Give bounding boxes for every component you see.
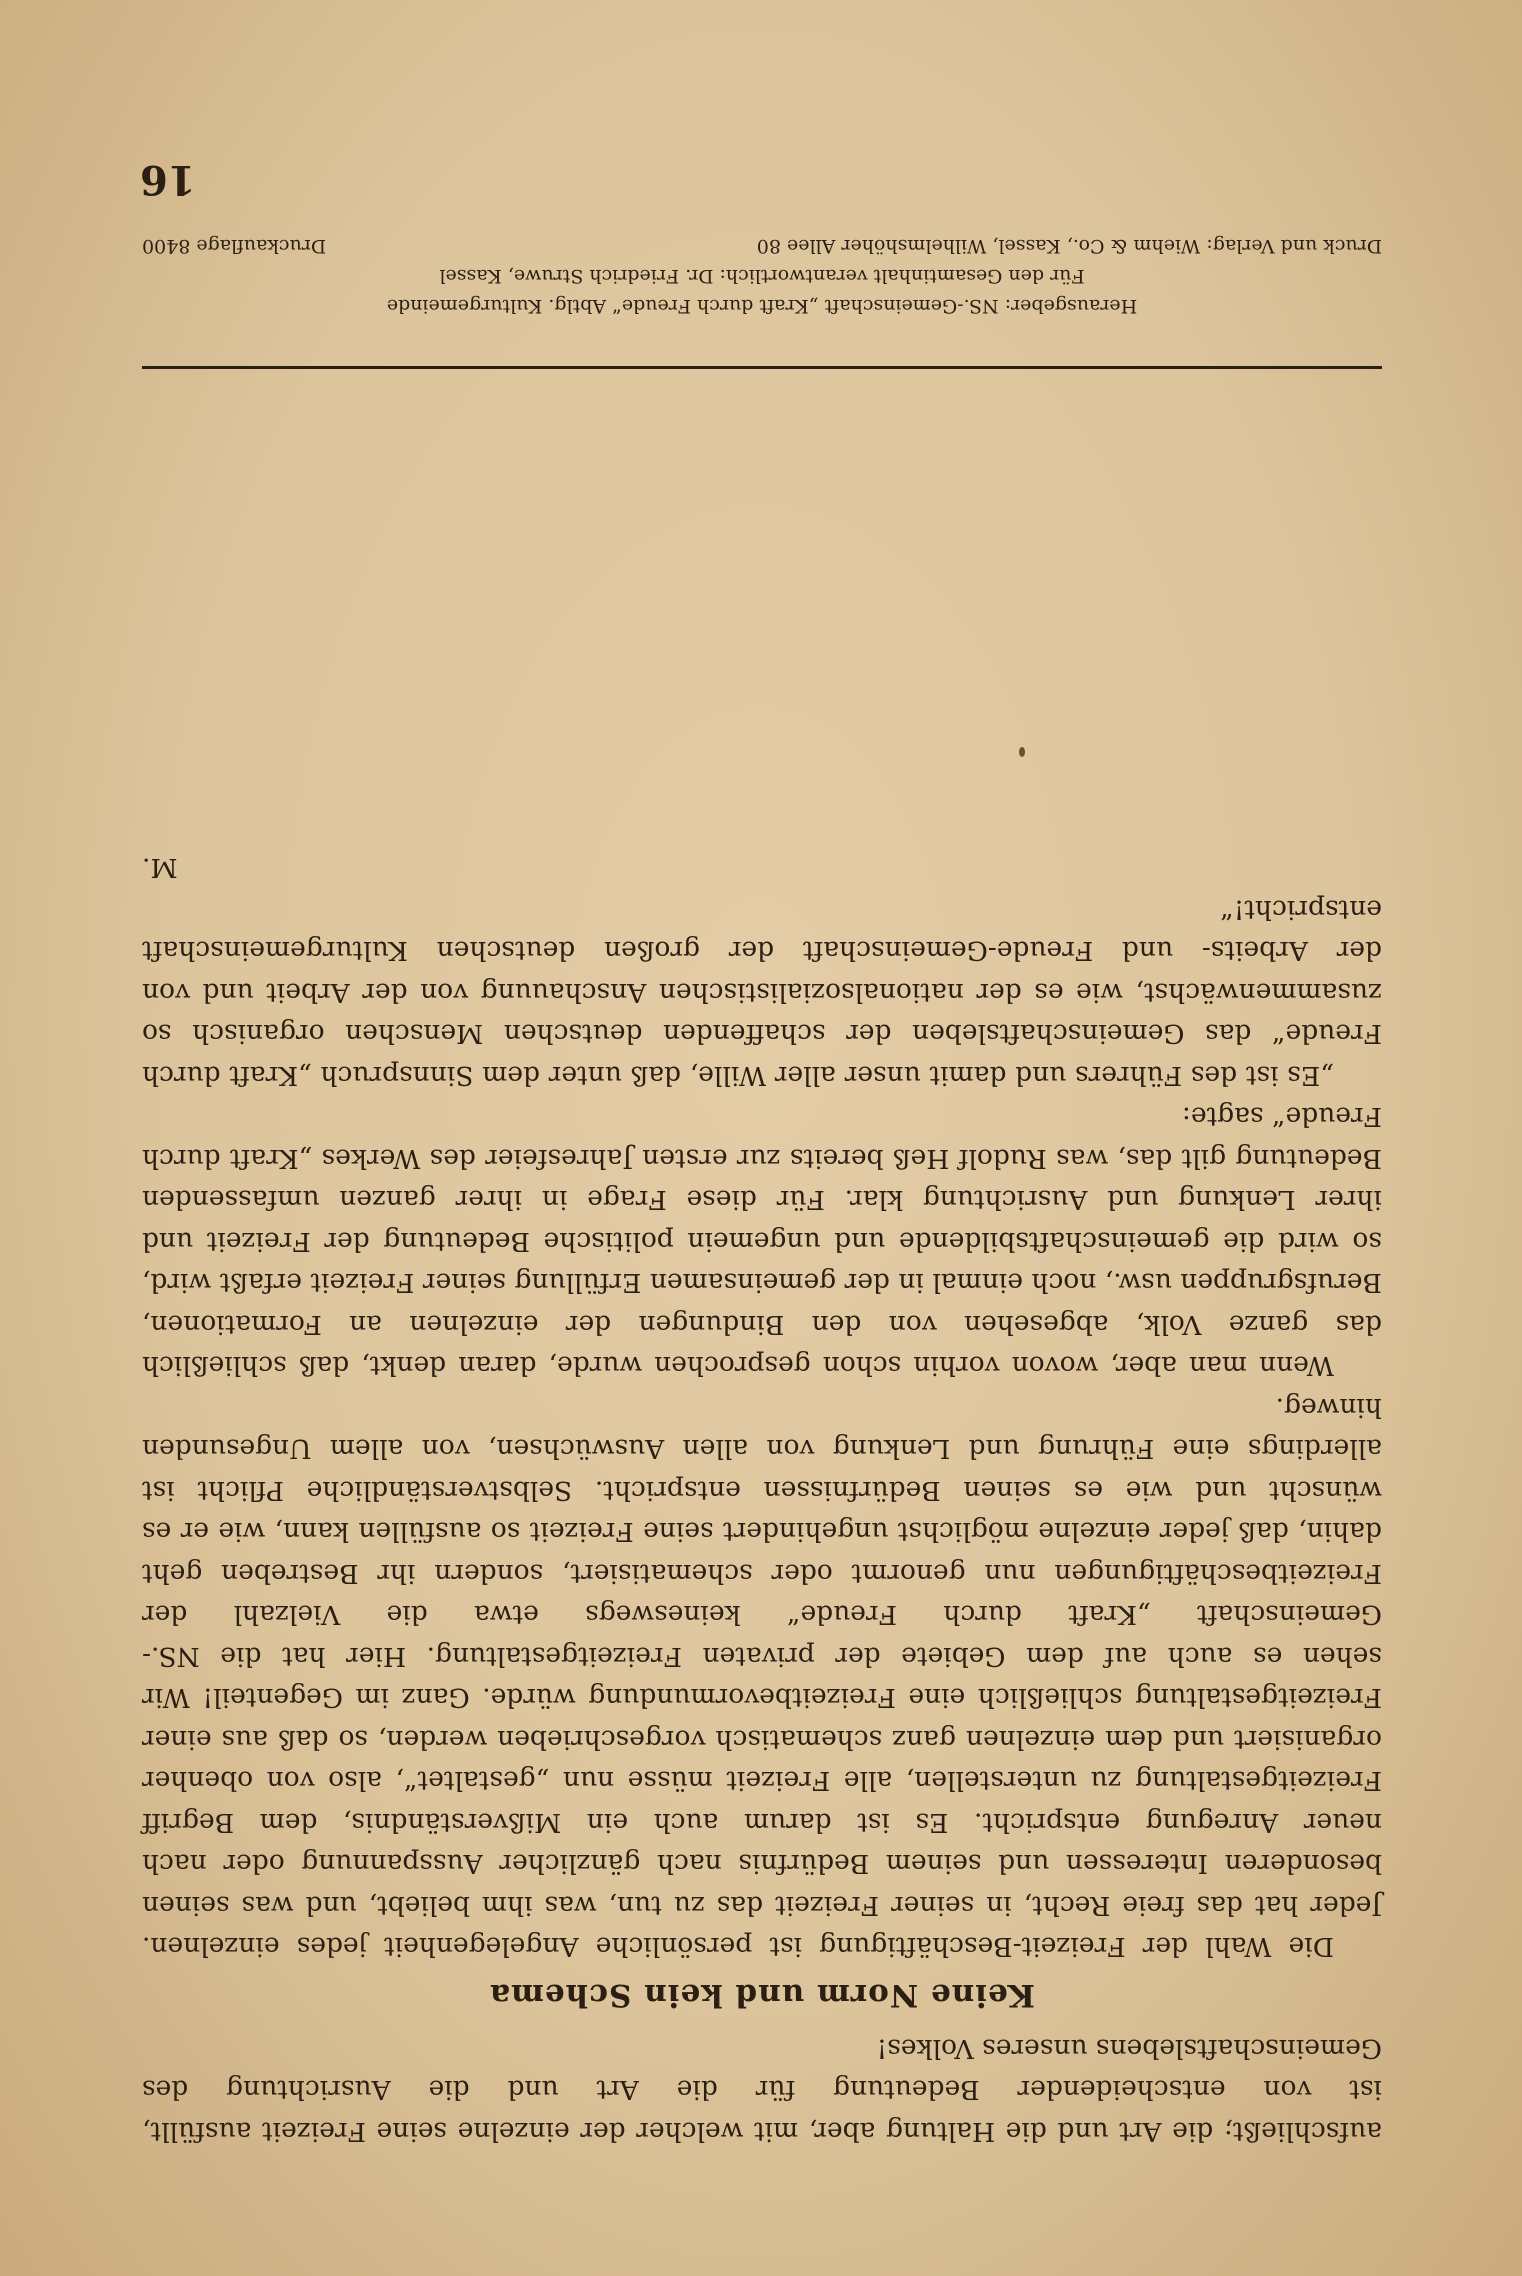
section-heading: Keine Norm und kein Schema [488, 1977, 1036, 2014]
imprint-print-line [142, 231, 1382, 261]
ink-spot [1019, 747, 1025, 757]
imprint-publisher: Herausgeber: NS.-Gemeinschaft „Kraft durch Freude“ Abtlg. Kulturgemeinde [386, 295, 1138, 317]
imprint-printer: Druck und Verlag: Wiehm & Co., Kassel, Wilhelmshöher Allee 80 [756, 235, 1382, 257]
imprint-responsible: Für den Gesamtinhalt verantwortlich: Dr. Friedrich Struwe, Kassel [439, 265, 1085, 287]
paragraph-2: Wenn man aber, wovon vorhin schon gesprochen wurde, daran denkt, daß schließlich das ganze Volk, abgesehen von den Bindungen der einzelnen an Formationen, Berufsgruppen usw., noch einmal in der gemeinsamen Erfüllung seiner Freizeit erfaßt wird, so wird die gemeinschaftsbildende und ungemein politische Bedeutung der Freizeit und ihrer Lenkung und Ausrichtung klar. Für diese Frage in ihrer ganzen umfassenden Bedeutung gilt das, was Rudolf Heß bereits zur ersten Jahresfeier des Werkes „Kraft durch Freude“ sagte: [142, 1101, 1382, 1382]
body-text [142, 847, 1382, 2152]
paragraph-1: Die Wahl der Freizeit-Beschäftigung ist persönliche Angelegenheit jedes einzelnen. Jeder hat das freie Recht, in seiner Freizeit das zu tun, was ihm beliebt, und was seinen besonderen Interessen und seinem Bedürfnis nach gänzlicher Ausspannung oder nach neuer Anregung entspricht. Es ist darum auch ein Mißverständnis, dem Begriff Freizeitgestaltung zu unterstellen, alle Freizeit müsse nun „gestaltet“, also von obenher organisiert und dem einzelnen ganz schematisch vorgeschrieben werden, so daß aus einer Freizeitgestaltung schließlich eine Freizeitbevormundung würde. Ganz im Gegenteil! Wir sehen es auch auf dem Gebiete der privaten Freizeitgestaltung. Hier hat die NS.-Gemeinschaft „Kraft durch Freude“ keineswegs etwa die Vielzahl der Freizeitbeschäftigungen nun genormt oder schematisiert, sondern ihr Bestreben geht dahin, daß jeder einzelne möglichst ungehindert seine Freizeit so ausfüllen kann, wie er es wünscht und wie es seinen Bedürfnissen entspricht. Selbstverständliche Pflicht ist allerdings eine Führung und Lenkung von allen Auswüchsen, von allem Ungesunden hinweg. [142, 1392, 1382, 1963]
page-number: 16 [140, 156, 196, 203]
imprint-block [142, 291, 1382, 321]
paragraph-3: „Es ist des Führers und damit unser aller Wille, daß unter dem Sinnspruch „Kraft durch Freude“ das Gemeinschaftsleben der schaffenden deutschen Menschen organisch so zusammenwächst, wie es der nationalsozialistischen Anschauung von der Arbeit und von der Arbeits- und Freude-Gemeinschaft der großen deutschen Kulturgemeinschaft entspricht!“ [142, 894, 1382, 1091]
imprint-responsible-block [142, 261, 1382, 291]
paragraph-intro [142, 2028, 1382, 2153]
signature: M. [142, 852, 178, 884]
divider-rule [142, 366, 1382, 369]
imprint-print-run: Druckauflage 8400 [142, 235, 327, 257]
paragraph-intro-text: aufschließt; die Art und die Haltung aber, mit welcher der einzelne seine Freizeit ausfüllt, ist von entscheidender Bedeutung für die Art und die Ausrichtung des Gemeinschaftslebens unseres Volkes! [142, 2033, 1382, 2147]
